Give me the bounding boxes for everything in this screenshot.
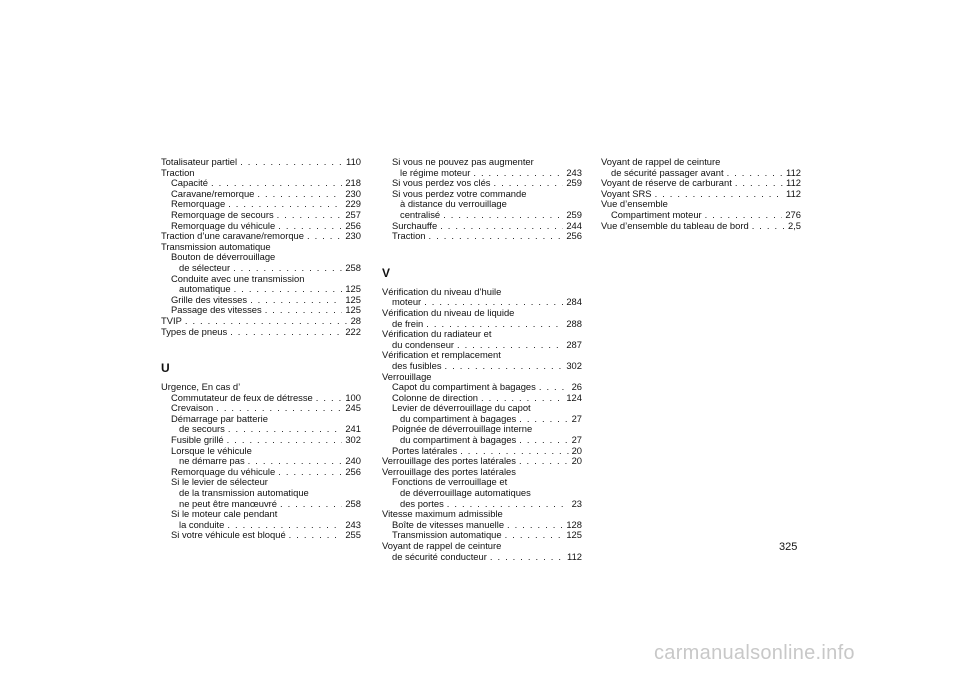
- index-heading: Fonctions de verrouillage et: [392, 476, 508, 488]
- entry-page: 112: [786, 177, 801, 189]
- index-entry: [161, 210, 361, 221]
- entry-text: Remorquage du véhicule: [171, 219, 276, 231]
- entry-page: 245: [345, 402, 361, 414]
- index-column-1: [161, 157, 361, 541]
- dot-leader: [505, 530, 564, 541]
- entry-text: Colonne de direction: [392, 391, 478, 403]
- dot-leader: [507, 520, 563, 531]
- entry-text: Voyant de réserve de carburant: [601, 177, 732, 189]
- entry-page: 284: [566, 296, 582, 308]
- entry-text: Transmission automatique: [392, 529, 502, 541]
- index-entry: [161, 305, 361, 316]
- dot-leader: [289, 530, 343, 541]
- entry-text: centralisé: [400, 208, 441, 220]
- entry-text: le régime moteur: [400, 166, 471, 178]
- entry-page: 240: [345, 455, 361, 467]
- index-entry: [601, 210, 801, 221]
- entry-text: de sélecteur: [179, 261, 231, 273]
- index-heading: Vue d’ensemble: [601, 198, 668, 210]
- entry-text: du condenseur: [392, 338, 455, 350]
- entry-page: 241: [345, 423, 361, 435]
- entry-page: 243: [345, 518, 361, 530]
- dot-leader: [655, 189, 783, 200]
- dot-leader: [240, 157, 343, 168]
- entry-text: ne peut être manœuvré: [179, 497, 277, 509]
- entry-page: 125: [345, 293, 361, 305]
- entry-page: 20: [571, 455, 582, 467]
- dot-leader: [233, 263, 342, 274]
- entry-page: 125: [345, 283, 361, 295]
- entry-text: Traction: [392, 230, 426, 242]
- entry-page: 256: [345, 219, 361, 231]
- entry-page: 259: [566, 177, 582, 189]
- entry-text: Remorquage de secours: [171, 208, 274, 220]
- entry-text: du compartiment à bagages: [400, 434, 517, 446]
- dot-leader: [230, 327, 342, 338]
- entry-text: Si vous perdez vos clés: [392, 177, 491, 189]
- index-heading: Si le levier de sélecteur: [171, 476, 268, 488]
- entry-text: Crevaison: [171, 402, 214, 414]
- entry-page: 124: [566, 391, 582, 403]
- entry-page: 244: [566, 219, 582, 231]
- entry-text: de secours: [179, 423, 225, 435]
- index-heading: Levier de déverrouillage du capot: [392, 402, 531, 414]
- index-heading: de la transmission automatique: [179, 487, 309, 499]
- dot-leader: [490, 552, 564, 563]
- entry-page: 256: [566, 230, 582, 242]
- entry-text: Compartiment moteur: [611, 208, 702, 220]
- index-heading: Poignée de déverrouillage interne: [392, 423, 533, 435]
- index-heading: Vérification et remplacement: [382, 349, 501, 361]
- entry-page: 28: [350, 314, 361, 326]
- index-entry: [382, 210, 582, 221]
- entry-page: 112: [786, 166, 801, 178]
- index-heading: Voyant de rappel de ceinture: [601, 156, 721, 167]
- entry-text: de sécurité conducteur: [392, 550, 487, 562]
- dot-leader: [440, 221, 563, 232]
- entry-text: Commutateur de feux de détresse: [171, 391, 313, 403]
- index-heading: de déverrouillage automatiques: [400, 487, 531, 499]
- entry-text: Passage des vitesses: [171, 304, 262, 316]
- entry-text: du compartiment à bagages: [400, 412, 517, 424]
- entry-page: 27: [571, 412, 582, 424]
- entry-page: 276: [785, 208, 801, 220]
- entry-text: Totalisateur partiel: [161, 156, 238, 167]
- index-entry: [601, 221, 801, 232]
- index-entry: [161, 316, 361, 327]
- index-heading: Transmission automatique: [161, 240, 271, 252]
- dot-leader: [443, 210, 563, 221]
- entry-text: Capacité: [171, 177, 209, 189]
- dot-leader: [265, 305, 343, 316]
- entry-page: 243: [566, 166, 582, 178]
- entry-page: 288: [566, 317, 582, 329]
- entry-page: 257: [345, 208, 361, 220]
- index-entry: [161, 157, 361, 168]
- entry-text: Traction d’une caravane/remorque: [161, 230, 304, 242]
- entry-text: des portes: [400, 497, 444, 509]
- entry-text: des fusibles: [392, 359, 442, 371]
- entry-text: Boîte de vitesses manuelle: [392, 518, 505, 530]
- entry-text: Voyant SRS: [601, 187, 652, 199]
- index-heading: Vitesse maximum admissible: [382, 508, 503, 520]
- entry-text: Remorquage: [171, 198, 226, 210]
- dot-leader: [250, 295, 342, 306]
- index-entry: [161, 263, 361, 274]
- index-heading: Si vous perdez votre commande: [392, 187, 527, 199]
- index-heading: Traction: [161, 166, 195, 178]
- section-letter: V: [382, 265, 391, 280]
- entry-page: 256: [345, 465, 361, 477]
- entry-page: 2,5: [787, 219, 801, 231]
- section-letter: U: [161, 361, 170, 376]
- entry-page: 112: [567, 550, 582, 562]
- dot-leader: [278, 467, 342, 478]
- entry-page: 230: [345, 187, 361, 199]
- entry-text: ne démarre pas: [179, 455, 245, 467]
- entry-text: automatique: [179, 283, 231, 295]
- entry-text: TVIP: [161, 314, 182, 326]
- entry-text: Remorquage du véhicule: [171, 465, 276, 477]
- entry-page: 112: [786, 187, 801, 199]
- index-heading: Si le moteur cale pendant: [171, 508, 278, 520]
- index-heading: Conduite avec une transmission: [171, 272, 305, 284]
- entry-page: 23: [571, 497, 582, 509]
- dot-leader: [519, 456, 569, 467]
- index-entry: [382, 552, 582, 563]
- index-entry: [161, 530, 361, 541]
- entry-page: 26: [571, 381, 582, 393]
- dot-leader: [228, 424, 342, 435]
- entry-text: la conduite: [179, 518, 225, 530]
- entry-page: 128: [566, 518, 582, 530]
- watermark: carmanualsonline.info: [654, 642, 855, 664]
- index-heading: Verrouillage: [382, 370, 432, 382]
- entry-text: Caravane/remorque: [171, 187, 255, 199]
- entry-text: Types de pneus: [161, 325, 228, 337]
- index-entry: [382, 361, 582, 372]
- dot-leader: [316, 393, 343, 404]
- index-heading: Vérification du radiateur et: [382, 328, 492, 340]
- index-entry: [382, 231, 582, 242]
- entry-page: 110: [346, 156, 361, 167]
- dot-leader: [445, 361, 564, 372]
- entry-page: 302: [345, 434, 361, 446]
- index-entry: [161, 327, 361, 338]
- entry-page: 20: [571, 444, 582, 456]
- entry-text: moteur: [392, 296, 422, 308]
- entry-page: 229: [345, 198, 361, 210]
- index-column-3: [601, 157, 801, 231]
- dot-leader: [429, 231, 564, 242]
- entry-page: 222: [345, 325, 361, 337]
- index-heading: Voyant de rappel de ceinture: [382, 540, 502, 551]
- dot-leader: [752, 221, 785, 232]
- entry-text: Surchauffe: [392, 219, 438, 231]
- page-number: 325: [779, 541, 798, 553]
- dot-leader: [727, 168, 783, 179]
- dot-leader: [519, 435, 568, 446]
- dot-leader: [280, 499, 342, 510]
- entry-text: de frein: [392, 317, 424, 329]
- entry-page: 287: [566, 338, 582, 350]
- index-heading: Vérification du niveau de liquide: [382, 306, 515, 318]
- entry-page: 100: [345, 391, 361, 403]
- entry-text: Capot du compartiment à bagages: [392, 381, 536, 393]
- dot-leader: [539, 382, 569, 393]
- index-heading: Démarrage par batterie: [171, 412, 268, 424]
- index-heading: Vérification du niveau d’huile: [382, 285, 502, 297]
- index-heading: Si vous ne pouvez pas augmenter: [392, 156, 534, 167]
- index-heading: Verrouillage des portes latérales: [382, 465, 516, 477]
- entry-page: 258: [345, 497, 361, 509]
- entry-page: 27: [571, 434, 582, 446]
- entry-page: 302: [566, 359, 582, 371]
- dot-leader: [705, 210, 783, 221]
- dot-leader: [185, 316, 348, 327]
- index-heading: Lorsque le véhicule: [171, 444, 252, 456]
- entry-text: Si votre véhicule est bloqué: [171, 529, 286, 541]
- dot-leader: [234, 284, 343, 295]
- entry-page: 258: [345, 261, 361, 273]
- entry-page: 218: [345, 177, 361, 189]
- entry-page: 230: [345, 230, 361, 242]
- entry-text: de sécurité passager avant: [611, 166, 724, 178]
- dot-leader: [257, 189, 342, 200]
- dot-leader: [277, 210, 343, 221]
- entry-page: 125: [566, 529, 582, 541]
- index-column-2: [382, 157, 582, 562]
- entry-page: 255: [345, 529, 361, 541]
- entry-page: 125: [345, 304, 361, 316]
- dot-leader: [735, 178, 783, 189]
- dot-leader: [307, 231, 342, 242]
- entry-text: Verrouillage des portes latérales: [382, 455, 516, 467]
- entry-text: Vue d’ensemble du tableau de bord: [601, 219, 749, 231]
- index-heading: Urgence, En cas d’: [161, 381, 241, 393]
- entry-text: Portes latérales: [392, 444, 458, 456]
- entry-text: Fusible grillé: [171, 434, 224, 446]
- entry-page: 259: [566, 208, 582, 220]
- index-heading: Bouton de déverrouillage: [171, 251, 276, 263]
- entry-text: Grille des vitesses: [171, 293, 248, 305]
- index-heading: à distance du verrouillage: [400, 198, 507, 210]
